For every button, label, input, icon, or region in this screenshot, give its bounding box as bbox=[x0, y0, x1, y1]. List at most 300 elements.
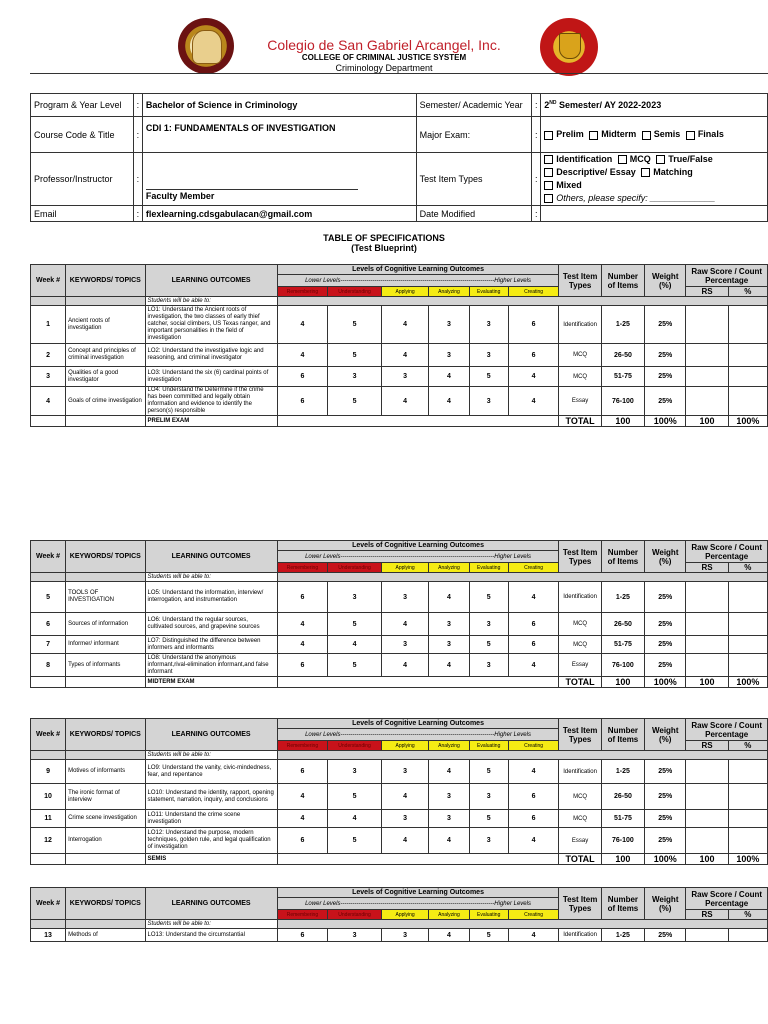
level-count: 3 bbox=[469, 306, 508, 344]
col-week: Week # bbox=[31, 541, 66, 573]
learning-outcome: LO7: Distinguished the difference between informers and informants bbox=[145, 636, 277, 654]
test-item-type: Essay bbox=[559, 387, 601, 416]
col-percent: % bbox=[728, 741, 767, 751]
levels-title: Levels of Cognitive Learning Outcomes bbox=[277, 541, 559, 551]
table-row bbox=[31, 929, 768, 942]
course-label: Course Code & Title bbox=[31, 117, 134, 153]
level-count: 3 bbox=[469, 387, 508, 416]
learning-outcome: LO10: Understand the identity, rapport, opening statement, narration, inquiry, and conclusions bbox=[145, 784, 277, 810]
semis-checkbox[interactable] bbox=[642, 131, 651, 140]
level-count: 6 bbox=[277, 582, 328, 613]
col-weight: Weight (%) bbox=[645, 888, 686, 920]
table-row bbox=[31, 828, 768, 854]
tos-title: TABLE OF SPECIFICATIONS bbox=[323, 233, 445, 243]
col-rs: RS bbox=[686, 563, 728, 573]
level-count: 3 bbox=[381, 929, 428, 942]
weight: 25% bbox=[645, 810, 686, 828]
total-weight: 100% bbox=[645, 677, 686, 688]
col-test-item-types: Test Item Types bbox=[559, 541, 601, 573]
level-count: 3 bbox=[328, 367, 382, 387]
level-count: 6 bbox=[277, 929, 328, 942]
col-number-of-items: Number of Items bbox=[601, 719, 644, 751]
level-count: 4 bbox=[429, 387, 469, 416]
raw-score-cell[interactable] bbox=[686, 784, 728, 810]
week-number: 2 bbox=[31, 344, 66, 367]
level-count: 6 bbox=[508, 810, 559, 828]
item-range: 76-100 bbox=[601, 387, 644, 416]
level-count: 6 bbox=[508, 636, 559, 654]
col-keywords: KEYWORDS/ TOPICS bbox=[66, 541, 145, 573]
level-count: 4 bbox=[508, 654, 559, 677]
level-count: 4 bbox=[381, 306, 428, 344]
major-exam-options: Prelim Midterm Semis Finals bbox=[541, 117, 768, 153]
percent-cell[interactable] bbox=[728, 306, 767, 344]
level-count: 5 bbox=[469, 810, 508, 828]
col-raw-score: Raw Score / Count Percentage bbox=[686, 541, 768, 563]
instructor-value: Faculty Member bbox=[146, 189, 358, 201]
level-count: 4 bbox=[381, 828, 428, 854]
percent-cell[interactable] bbox=[728, 582, 767, 613]
test-item-type: MCQ bbox=[559, 344, 601, 367]
level-count: 4 bbox=[381, 784, 428, 810]
department-name: Criminology Department bbox=[335, 63, 433, 73]
level-count: 4 bbox=[429, 929, 469, 942]
date-modified-value[interactable] bbox=[541, 206, 768, 222]
total-weight: 100% bbox=[645, 854, 686, 865]
level-count: 3 bbox=[429, 306, 469, 344]
tos-subtitle: (Test Blueprint) bbox=[351, 243, 417, 253]
level-remembering: Remembering bbox=[277, 563, 328, 573]
percent-cell[interactable] bbox=[728, 810, 767, 828]
raw-score-cell[interactable] bbox=[686, 613, 728, 636]
test-item-type: Identification bbox=[559, 306, 601, 344]
students-able-label: Students will be able to: bbox=[145, 573, 277, 582]
total-label: TOTAL bbox=[559, 416, 601, 427]
school-name: Colegio de San Gabriel Arcangel, Inc. bbox=[267, 37, 501, 53]
raw-score-cell[interactable] bbox=[686, 636, 728, 654]
col-weight: Weight (%) bbox=[645, 719, 686, 751]
level-count: 3 bbox=[381, 636, 428, 654]
col-rs: RS bbox=[686, 287, 728, 297]
level-count: 5 bbox=[328, 613, 382, 636]
major-exam-label: Major Exam: bbox=[416, 117, 532, 153]
col-keywords: KEYWORDS/ TOPICS bbox=[66, 265, 145, 297]
topic: Qualities of a good investigator bbox=[66, 367, 145, 387]
level-analyzing: Analyzing bbox=[429, 287, 469, 297]
percent-cell[interactable] bbox=[728, 760, 767, 784]
level-count: 3 bbox=[429, 784, 469, 810]
percent-cell[interactable] bbox=[728, 344, 767, 367]
level-count: 5 bbox=[328, 784, 382, 810]
learning-outcome: LO8: Understand the anonymous informant,rival-elimination informant,and false informant bbox=[145, 654, 277, 677]
col-number-of-items: Number of Items bbox=[601, 888, 644, 920]
level-count: 4 bbox=[429, 760, 469, 784]
true-false-checkbox[interactable] bbox=[656, 155, 665, 164]
exam-label: MIDTERM EXAM bbox=[145, 677, 277, 688]
level-evaluating: Evaluating bbox=[469, 287, 508, 297]
table-row bbox=[31, 784, 768, 810]
level-count: 6 bbox=[277, 387, 328, 416]
col-rs: RS bbox=[686, 910, 728, 920]
level-count: 3 bbox=[328, 582, 382, 613]
level-count: 4 bbox=[381, 344, 428, 367]
weight: 25% bbox=[645, 828, 686, 854]
students-able-label: Students will be able to: bbox=[145, 751, 277, 760]
table-row bbox=[31, 613, 768, 636]
item-range: 26-50 bbox=[601, 784, 644, 810]
col-test-item-types: Test Item Types bbox=[559, 719, 601, 751]
weight: 25% bbox=[645, 654, 686, 677]
raw-score-cell[interactable] bbox=[686, 929, 728, 942]
level-count: 3 bbox=[429, 810, 469, 828]
item-range: 76-100 bbox=[601, 828, 644, 854]
level-count: 4 bbox=[381, 654, 428, 677]
level-understanding: Understanding bbox=[328, 287, 382, 297]
instructor-label: Professor/Instructor bbox=[31, 153, 134, 206]
tos-table bbox=[30, 540, 768, 688]
level-count: 3 bbox=[328, 760, 382, 784]
level-count: 4 bbox=[277, 810, 328, 828]
col-learning-outcomes: LEARNING OUTCOMES bbox=[145, 888, 277, 920]
level-count: 6 bbox=[277, 367, 328, 387]
table-row bbox=[31, 387, 768, 416]
topic: Ancient roots of investigation bbox=[66, 306, 145, 344]
levels-title: Levels of Cognitive Learning Outcomes bbox=[277, 265, 559, 275]
level-count: 6 bbox=[508, 613, 559, 636]
col-number-of-items: Number of Items bbox=[601, 265, 644, 297]
total-label: TOTAL bbox=[559, 854, 601, 865]
item-range: 1-25 bbox=[601, 929, 644, 942]
total-weight: 100% bbox=[645, 416, 686, 427]
level-creating: Creating bbox=[508, 741, 559, 751]
learning-outcome: LO3: Understand the six (6) cardinal points of investigation bbox=[145, 367, 277, 387]
students-able-label: Students will be able to: bbox=[145, 297, 277, 306]
level-remembering: Remembering bbox=[277, 741, 328, 751]
level-count: 4 bbox=[429, 582, 469, 613]
level-count: 5 bbox=[469, 582, 508, 613]
level-count: 6 bbox=[508, 344, 559, 367]
level-count: 4 bbox=[508, 760, 559, 784]
week-number: 3 bbox=[31, 367, 66, 387]
col-raw-score: Raw Score / Count Percentage bbox=[686, 265, 768, 287]
course-info-table: Program & Year Level : Bachelor of Science in Criminology Semester/ Academic Year : 2ND Semester/ AY 2022-2023 Course Code & Title : CDI 1: FUNDAMENTALS OF INVESTIGATION Major Exam: : Prelim Midterm Semis Finals Professor/Instructor : Faculty Member Test Item Types : Identification MCQ True/False Descriptive/ Essay Matching Mixed Others, please specify: _____________ Email : flexlearning.cdsgabulacan@gmail.com Date Modified : bbox=[30, 93, 768, 222]
raw-score-cell[interactable] bbox=[686, 306, 728, 344]
percent-cell[interactable] bbox=[728, 828, 767, 854]
learning-outcome: LO13: Understand the circumstantial bbox=[145, 929, 277, 942]
col-percent: % bbox=[728, 287, 767, 297]
level-count: 4 bbox=[277, 636, 328, 654]
level-count: 5 bbox=[469, 636, 508, 654]
semester-label: Semester/ Academic Year bbox=[416, 94, 532, 117]
level-count: 4 bbox=[429, 828, 469, 854]
document-header bbox=[0, 0, 768, 80]
col-weight: Weight (%) bbox=[645, 265, 686, 297]
table-row bbox=[31, 306, 768, 344]
level-evaluating: Evaluating bbox=[469, 563, 508, 573]
levels-range: Lower Levels-----------------------------------------------------------------------------Higher Levels bbox=[277, 551, 559, 563]
levels-range: Lower Levels-----------------------------------------------------------------------------Higher Levels bbox=[277, 898, 559, 910]
col-test-item-types: Test Item Types bbox=[559, 265, 601, 297]
level-creating: Creating bbox=[508, 287, 559, 297]
level-applying: Applying bbox=[381, 741, 428, 751]
exam-label: SEMIS bbox=[145, 854, 277, 865]
level-count: 3 bbox=[469, 344, 508, 367]
level-count: 3 bbox=[469, 613, 508, 636]
weight: 25% bbox=[645, 760, 686, 784]
week-number: 12 bbox=[31, 828, 66, 854]
topic: Sources of information bbox=[66, 613, 145, 636]
identification-checkbox[interactable] bbox=[544, 155, 553, 164]
level-creating: Creating bbox=[508, 563, 559, 573]
table-row bbox=[31, 367, 768, 387]
raw-score-cell[interactable] bbox=[686, 344, 728, 367]
program-value: Bachelor of Science in Criminology bbox=[142, 94, 416, 117]
level-count: 6 bbox=[277, 828, 328, 854]
col-raw-score: Raw Score / Count Percentage bbox=[686, 888, 768, 910]
table-row bbox=[31, 654, 768, 677]
level-count: 4 bbox=[381, 613, 428, 636]
test-item-type: Identification bbox=[559, 582, 601, 613]
topic: Methods of bbox=[66, 929, 145, 942]
mcq-checkbox[interactable] bbox=[618, 155, 627, 164]
test-item-type: MCQ bbox=[559, 636, 601, 654]
topic: Types of informants bbox=[66, 654, 145, 677]
level-count: 4 bbox=[328, 810, 382, 828]
level-count: 3 bbox=[381, 367, 428, 387]
level-count: 6 bbox=[508, 306, 559, 344]
weight: 25% bbox=[645, 636, 686, 654]
topic: Informer/ informant bbox=[66, 636, 145, 654]
level-applying: Applying bbox=[381, 910, 428, 920]
col-test-item-types: Test Item Types bbox=[559, 888, 601, 920]
percent-cell[interactable] bbox=[728, 654, 767, 677]
date-modified-label: Date Modified bbox=[416, 206, 532, 222]
level-count: 4 bbox=[508, 929, 559, 942]
raw-score-cell[interactable] bbox=[686, 760, 728, 784]
week-number: 6 bbox=[31, 613, 66, 636]
midterm-checkbox[interactable] bbox=[589, 131, 598, 140]
raw-score-cell[interactable] bbox=[686, 810, 728, 828]
percent-cell[interactable] bbox=[728, 784, 767, 810]
level-count: 6 bbox=[277, 760, 328, 784]
tos-table bbox=[30, 887, 768, 942]
level-evaluating: Evaluating bbox=[469, 910, 508, 920]
learning-outcome: LO6: Understand the regular sources, cultivated sources, and grapevine sources bbox=[145, 613, 277, 636]
essay-checkbox[interactable] bbox=[544, 168, 553, 177]
level-applying: Applying bbox=[381, 287, 428, 297]
week-number: 9 bbox=[31, 760, 66, 784]
level-count: 5 bbox=[328, 828, 382, 854]
percent-cell[interactable] bbox=[728, 929, 767, 942]
level-applying: Applying bbox=[381, 563, 428, 573]
total-rs: 100 bbox=[686, 854, 728, 865]
prelim-checkbox[interactable] bbox=[544, 131, 553, 140]
levels-range: Lower Levels-----------------------------------------------------------------------------Higher Levels bbox=[277, 275, 559, 287]
level-count: 3 bbox=[469, 784, 508, 810]
item-range: 51-75 bbox=[601, 367, 644, 387]
weight: 25% bbox=[645, 784, 686, 810]
table-row bbox=[31, 636, 768, 654]
levels-title: Levels of Cognitive Learning Outcomes bbox=[277, 719, 559, 729]
level-count: 3 bbox=[381, 810, 428, 828]
test-types-options: Identification MCQ True/False Descriptive/ Essay Matching Mixed Others, please specify: _____________ bbox=[541, 153, 768, 206]
level-count: 4 bbox=[508, 387, 559, 416]
week-number: 5 bbox=[31, 582, 66, 613]
item-range: 51-75 bbox=[601, 810, 644, 828]
level-understanding: Understanding bbox=[328, 910, 382, 920]
test-item-type: Identification bbox=[559, 929, 601, 942]
raw-score-cell[interactable] bbox=[686, 387, 728, 416]
test-item-type: Identification bbox=[559, 760, 601, 784]
levels-title: Levels of Cognitive Learning Outcomes bbox=[277, 888, 559, 898]
level-count: 3 bbox=[429, 636, 469, 654]
instructor-field[interactable] bbox=[142, 153, 416, 206]
level-count: 4 bbox=[508, 828, 559, 854]
level-count: 6 bbox=[277, 654, 328, 677]
learning-outcome: LO12: Understand the purpose, modern techniques, golden rule, and legal qualification of investigation bbox=[145, 828, 277, 854]
level-count: 5 bbox=[328, 387, 382, 416]
total-percent: 100% bbox=[728, 854, 767, 865]
percent-cell[interactable] bbox=[728, 387, 767, 416]
total-rs: 100 bbox=[686, 416, 728, 427]
col-percent: % bbox=[728, 563, 767, 573]
level-count: 3 bbox=[381, 760, 428, 784]
levels-range: Lower Levels-----------------------------------------------------------------------------Higher Levels bbox=[277, 729, 559, 741]
week-number: 11 bbox=[31, 810, 66, 828]
percent-cell[interactable] bbox=[728, 636, 767, 654]
email-label: Email bbox=[31, 206, 134, 222]
col-keywords: KEYWORDS/ TOPICS bbox=[66, 719, 145, 751]
percent-cell[interactable] bbox=[728, 613, 767, 636]
topic: Motives of informants bbox=[66, 760, 145, 784]
item-range: 51-75 bbox=[601, 636, 644, 654]
learning-outcome: LO2: Understand the investigative logic and reasoning, and criminal investigator bbox=[145, 344, 277, 367]
level-analyzing: Analyzing bbox=[429, 910, 469, 920]
weight: 25% bbox=[645, 929, 686, 942]
raw-score-cell[interactable] bbox=[686, 367, 728, 387]
item-range: 1-25 bbox=[601, 306, 644, 344]
week-number: 8 bbox=[31, 654, 66, 677]
col-number-of-items: Number of Items bbox=[601, 541, 644, 573]
raw-score-cell[interactable] bbox=[686, 582, 728, 613]
finals-checkbox[interactable] bbox=[686, 131, 695, 140]
others-checkbox[interactable] bbox=[544, 194, 553, 203]
level-count: 3 bbox=[429, 613, 469, 636]
level-analyzing: Analyzing bbox=[429, 563, 469, 573]
test-types-label: Test Item Types bbox=[416, 153, 532, 206]
col-keywords: KEYWORDS/ TOPICS bbox=[66, 888, 145, 920]
level-understanding: Understanding bbox=[328, 741, 382, 751]
level-count: 5 bbox=[469, 760, 508, 784]
learning-outcome: LO1: Understand the Ancient roots of investigation, the two classes of early thief catcher, social climbers, US Texas ranger, and important personalities in the field of investigation bbox=[145, 306, 277, 344]
raw-score-cell[interactable] bbox=[686, 654, 728, 677]
weight: 25% bbox=[645, 344, 686, 367]
topic: Crime scene investigation bbox=[66, 810, 145, 828]
email-value: flexlearning.cdsgabulacan@gmail.com bbox=[142, 206, 416, 222]
weight: 25% bbox=[645, 582, 686, 613]
total-items: 100 bbox=[601, 854, 644, 865]
mixed-checkbox[interactable] bbox=[544, 181, 553, 190]
col-rs: RS bbox=[686, 741, 728, 751]
test-item-type: MCQ bbox=[559, 613, 601, 636]
table-row bbox=[31, 760, 768, 784]
col-week: Week # bbox=[31, 265, 66, 297]
week-number: 7 bbox=[31, 636, 66, 654]
level-count: 3 bbox=[328, 929, 382, 942]
weight: 25% bbox=[645, 306, 686, 344]
tos-table bbox=[30, 264, 768, 427]
test-item-type: MCQ bbox=[559, 810, 601, 828]
course-value: CDI 1: FUNDAMENTALS OF INVESTIGATION bbox=[142, 117, 416, 153]
level-count: 4 bbox=[508, 582, 559, 613]
level-creating: Creating bbox=[508, 910, 559, 920]
learning-outcome: LO5: Understand the information, interview/ interrogation, and instrumentation bbox=[145, 582, 277, 613]
item-range: 1-25 bbox=[601, 582, 644, 613]
col-week: Week # bbox=[31, 888, 66, 920]
level-count: 4 bbox=[277, 344, 328, 367]
level-count: 4 bbox=[508, 367, 559, 387]
level-count: 3 bbox=[381, 582, 428, 613]
level-count: 6 bbox=[508, 784, 559, 810]
week-number: 4 bbox=[31, 387, 66, 416]
col-weight: Weight (%) bbox=[645, 541, 686, 573]
level-count: 4 bbox=[277, 784, 328, 810]
topic: Interrogation bbox=[66, 828, 145, 854]
level-count: 5 bbox=[469, 929, 508, 942]
item-range: 1-25 bbox=[601, 760, 644, 784]
level-count: 5 bbox=[328, 306, 382, 344]
total-items: 100 bbox=[601, 677, 644, 688]
col-learning-outcomes: LEARNING OUTCOMES bbox=[145, 719, 277, 751]
level-count: 3 bbox=[429, 344, 469, 367]
matching-checkbox[interactable] bbox=[641, 168, 650, 177]
item-range: 26-50 bbox=[601, 613, 644, 636]
level-count: 4 bbox=[381, 387, 428, 416]
students-able-label: Students will be able to: bbox=[145, 920, 277, 929]
weight: 25% bbox=[645, 613, 686, 636]
learning-outcome: LO9: Understand the vanity, civic-mindedness, fear, and repentance bbox=[145, 760, 277, 784]
tos-table bbox=[30, 718, 768, 865]
table-row bbox=[31, 582, 768, 613]
level-analyzing: Analyzing bbox=[429, 741, 469, 751]
topic: Goals of crime investigation bbox=[66, 387, 145, 416]
weight: 25% bbox=[645, 367, 686, 387]
item-range: 26-50 bbox=[601, 344, 644, 367]
col-week: Week # bbox=[31, 719, 66, 751]
level-evaluating: Evaluating bbox=[469, 741, 508, 751]
exam-label: PRELIM EXAM bbox=[145, 416, 277, 427]
total-percent: 100% bbox=[728, 416, 767, 427]
level-count: 3 bbox=[469, 654, 508, 677]
percent-cell[interactable] bbox=[728, 367, 767, 387]
criminology-logo bbox=[540, 18, 598, 76]
level-count: 5 bbox=[328, 654, 382, 677]
raw-score-cell[interactable] bbox=[686, 828, 728, 854]
test-item-type: Essay bbox=[559, 828, 601, 854]
topic: The ironic format of interview bbox=[66, 784, 145, 810]
total-items: 100 bbox=[601, 416, 644, 427]
col-raw-score: Raw Score / Count Percentage bbox=[686, 719, 768, 741]
topic: TOOLS OF INVESTIGATION bbox=[66, 582, 145, 613]
learning-outcome: LO4: Understand the Determine if the crime has been committed and legally obtain information and evidence to identify the person(s) responsible bbox=[145, 387, 277, 416]
semester-value: 2ND Semester/ AY 2022-2023 bbox=[541, 94, 768, 117]
table-row bbox=[31, 810, 768, 828]
item-range: 76-100 bbox=[601, 654, 644, 677]
level-count: 5 bbox=[328, 344, 382, 367]
header-divider bbox=[30, 73, 768, 74]
test-item-type: MCQ bbox=[559, 784, 601, 810]
level-count: 4 bbox=[429, 654, 469, 677]
